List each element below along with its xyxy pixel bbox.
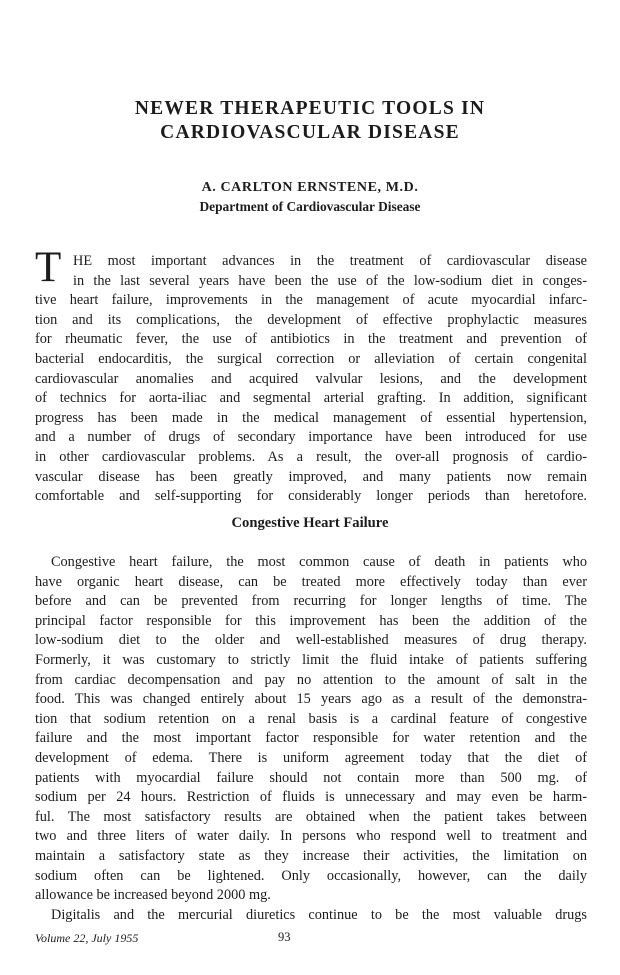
- text-line: before and can be prevented from recurring for longer lengths of time. The: [35, 593, 587, 610]
- text-line: tive heart failure, improvements in the management of acute myocardial infarc-: [35, 292, 587, 309]
- text-line: tion and its complications, the development of effective prophylactic measures: [35, 311, 587, 328]
- text-line: comfortable and self-supporting for considerably longer periods than heretofore.: [35, 488, 587, 505]
- text-line: Congestive heart failure, the most common cause of death in patients who: [51, 554, 587, 570]
- text-line: bacterial endocarditis, the surgical correction or alleviation of certain congenital: [35, 350, 587, 367]
- text-line: sodium often can be lightened. Only occasionally, however, can the daily: [35, 867, 587, 884]
- intro-paragraph: [35, 252, 587, 507]
- text-line: sodium per 24 hours. Restriction of fluids is unnecessary and may even be harm-: [35, 789, 587, 806]
- article-title-line-2: CARDIOVASCULAR DISEASE: [160, 122, 460, 143]
- text-line: patients with myocardial failure should not contain more than 500 mg. of: [35, 769, 587, 786]
- text-line: in the last several years have been the use of the low-sodium diet in conges-: [73, 272, 587, 289]
- text-line: allowance be increased beyond 2000 mg.: [35, 887, 271, 904]
- text-line: tion that sodium retention on a renal basis is a cardinal feature of congestive: [35, 710, 587, 727]
- text-line: from cardiac decompensation and pay no attention to the amount of salt in the: [35, 671, 587, 688]
- section-body: [35, 553, 587, 925]
- text-line: maintain a satisfactory state as they increase their activities, the limitation on: [35, 847, 587, 864]
- text-line: Digitalis and the mercurial diuretics continue to be the most valuable drugs: [51, 906, 587, 923]
- text-line: vascular disease has been greatly improved, and many patients now remain: [35, 468, 587, 485]
- article-title-line-1: NEWER THERAPEUTIC TOOLS IN: [134, 98, 486, 119]
- text-line: ful. The most satisfactory results are obtained when the patient takes between: [35, 808, 587, 825]
- text-line: progress has been made in the medical management of essential hypertension,: [35, 409, 587, 426]
- text-line: cardiovascular anomalies and acquired valvular lesions, and the development: [35, 370, 587, 387]
- text-line: food. This was changed entirely about 15 years ago as a result of the demonstra-: [35, 691, 587, 708]
- text-line: Formerly, it was customary to strictly limit the fluid intake of patients suffering: [35, 651, 587, 668]
- drop-cap: T: [35, 244, 62, 291]
- author-department: Department of Cardiovascular Disease: [199, 199, 421, 214]
- text-line: principal factor responsible for this improvement has been the addition of the: [35, 612, 587, 629]
- text-line: two and three liters of water daily. In persons who respond well to treatment and: [35, 828, 587, 845]
- author-name: A. CARLTON ERNSTENE, M.D.: [201, 180, 419, 195]
- text-line: failure and the most important factor responsible for water retention and the: [35, 730, 587, 747]
- section-heading: Congestive Heart Failure: [231, 515, 389, 531]
- text-line: and a number of drugs of secondary importance have been introduced for use: [35, 429, 587, 446]
- journal-volume-date: Volume 22, July 1955: [35, 931, 139, 945]
- text-line: in other cardiovascular problems. As a result, the over-all prognosis of cardio-: [35, 448, 587, 465]
- page-number: 93: [278, 930, 291, 944]
- text-line: HE most important advances in the treatment of cardiovascular disease: [73, 253, 587, 269]
- text-line: have organic heart disease, can be treated more effectively today than ever: [35, 573, 587, 590]
- text-line: low-sodium diet to the older and well-established measures of drug therapy.: [35, 632, 587, 649]
- text-line: for rheumatic fever, the use of antibiotics in the treatment and prevention of: [35, 331, 587, 348]
- text-line: development of edema. There is uniform agreement today that the diet of: [35, 749, 587, 766]
- text-line: of technics for aorta-iliac and segmental arterial grafting. In addition, significant: [35, 390, 587, 407]
